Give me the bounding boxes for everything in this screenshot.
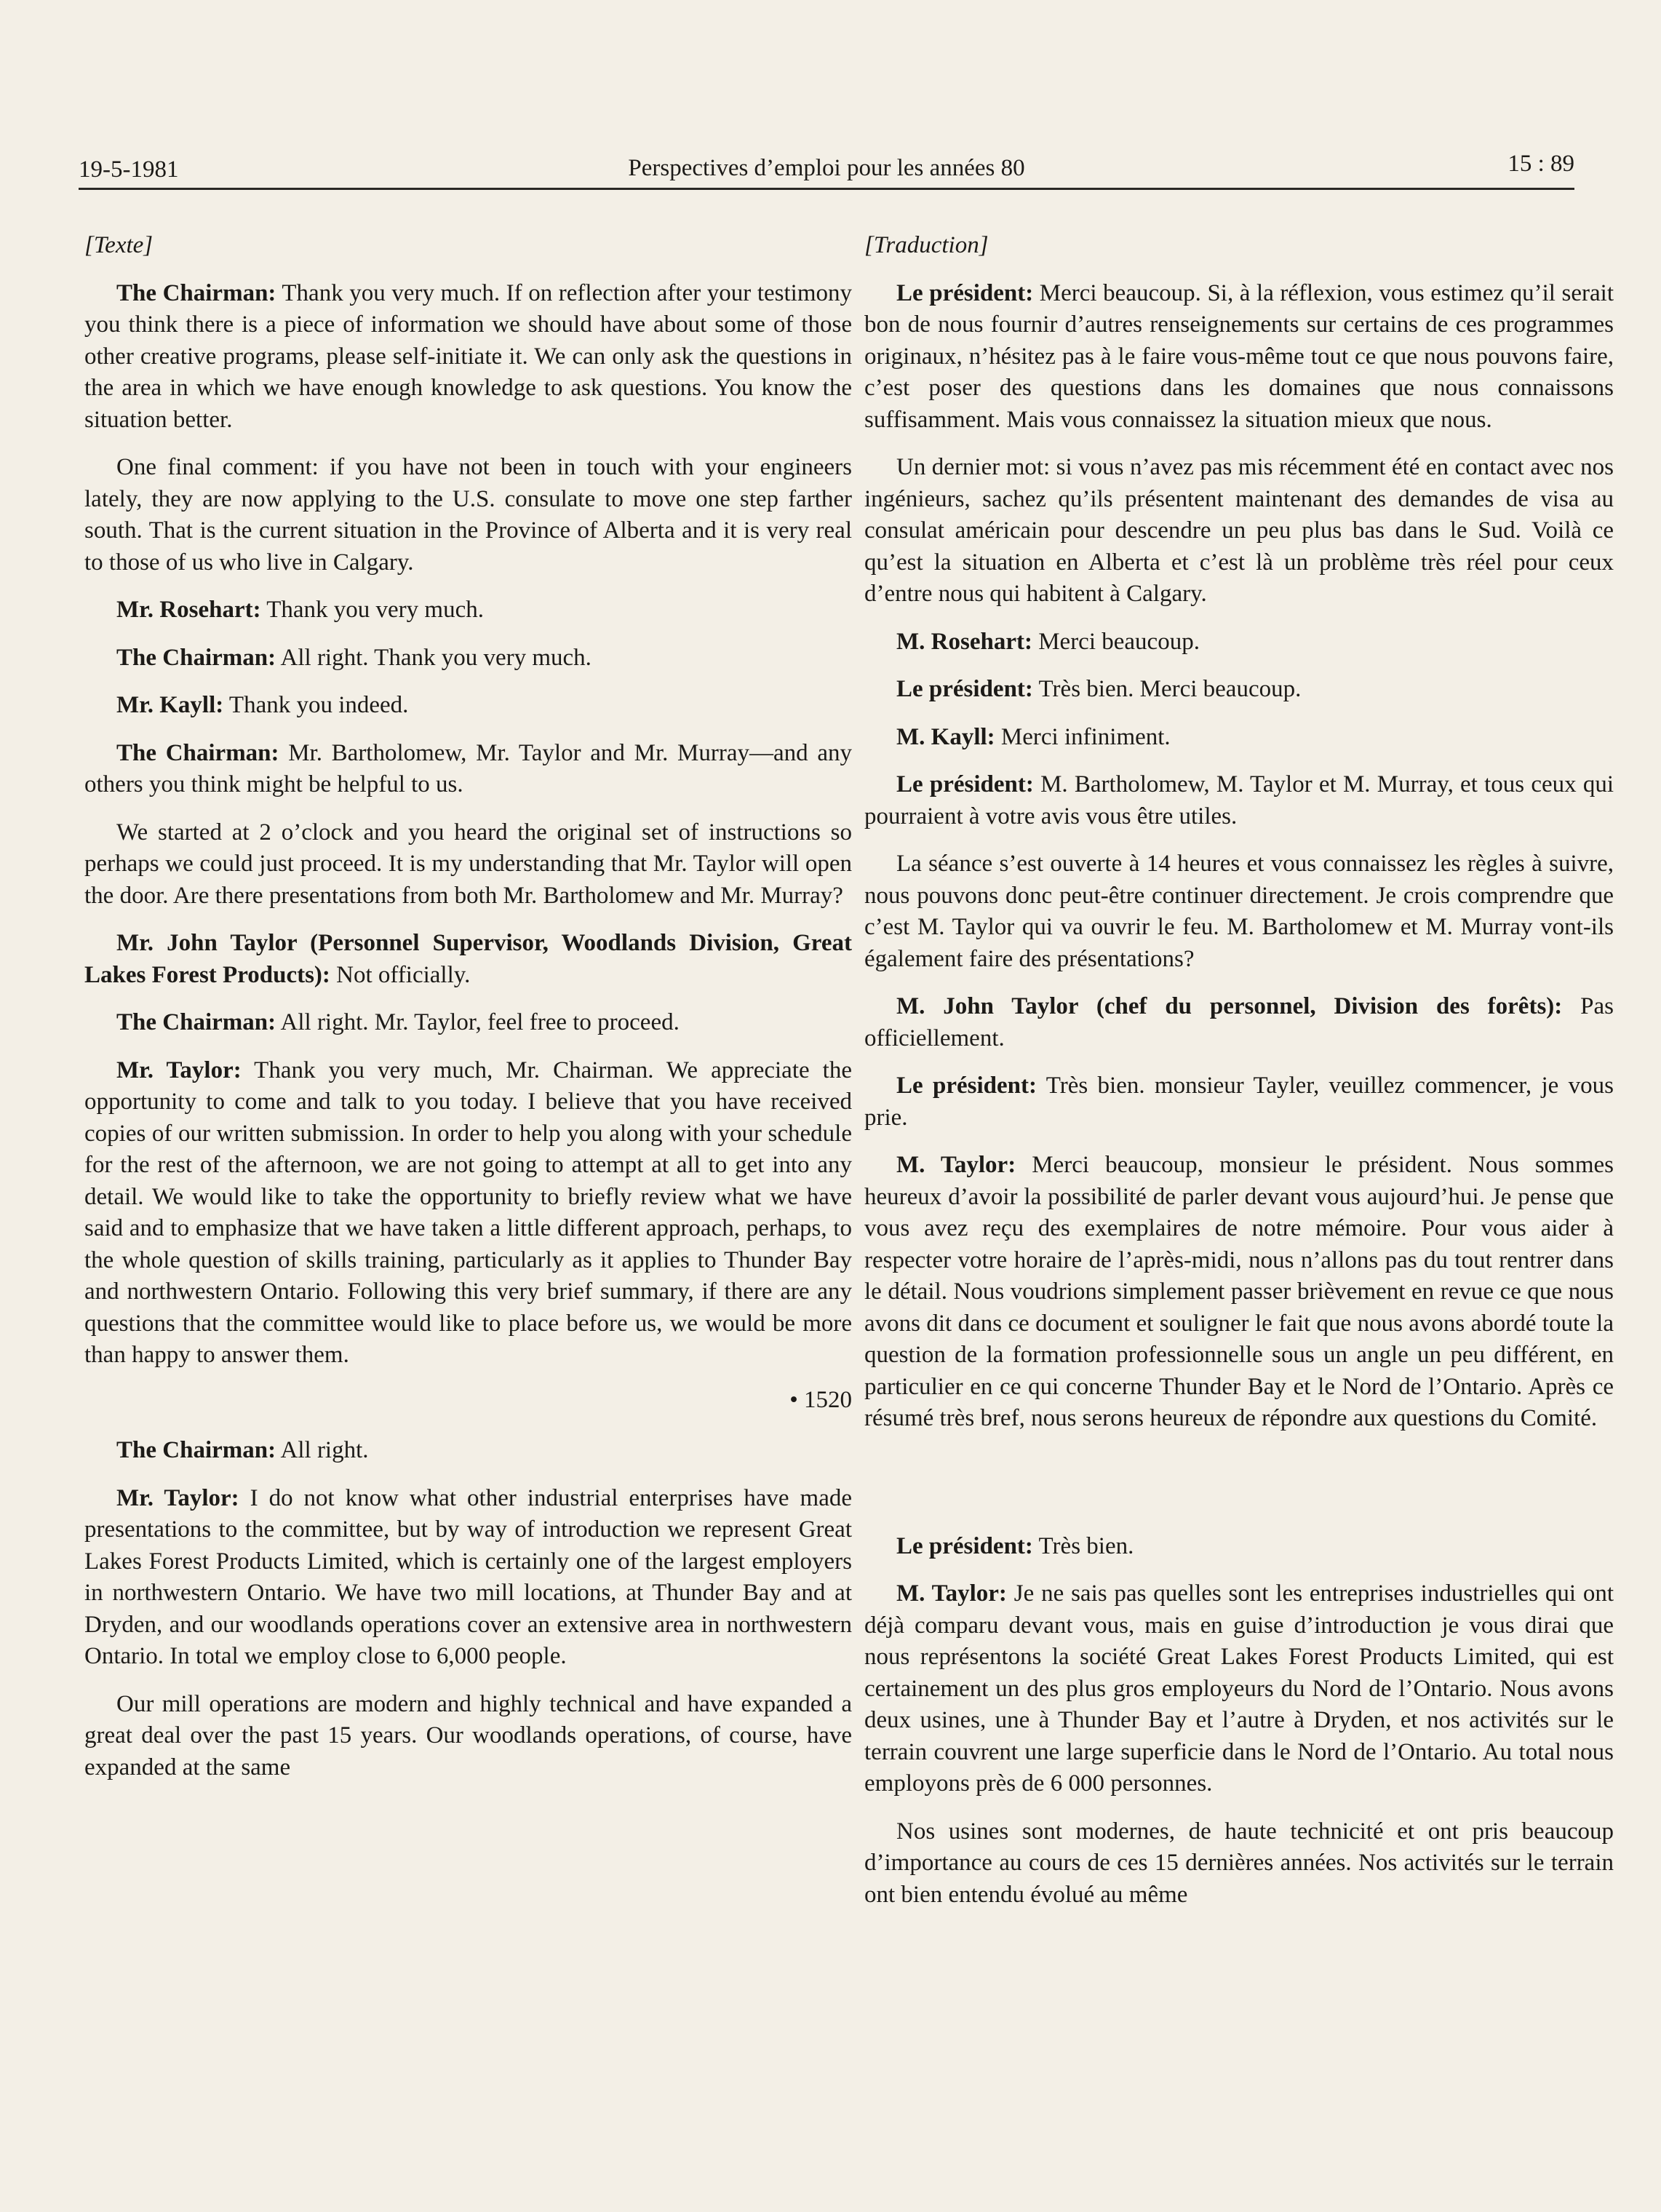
speaker-name: Le président: [896, 676, 1033, 702]
paragraph-text: Thank you very much. [260, 597, 484, 623]
paragraph-text: Merci beaucoup, monsieur le président. Nous sommes heureux d’avoir la possibilité de parler devant vous aujourd’hui. Je pense que vous avez reçu des exemplaires de notre mémoire. Pour vous aider à respecter votre horaire de l’après-midi, nous n’allons pas du tout rentrer dans le détail. Nous voudrions simplement passer brièvement en revue ce que nous avons dit dans ce document et souligner le fait que nous avons abordé toute la question de la formation professionnelle sous un angle un peu différent, en particulier en ce qui concerne Thunder Bay et le Nord de l’Ontario. Après ce résumé très bref, nous serons heureux de répondre aux questions du Comité. [864, 1152, 1614, 1431]
header-date: 19-5-1981 [79, 156, 179, 183]
paragraph [84, 1435, 852, 1467]
speaker-name: Le président: [896, 1073, 1037, 1099]
paragraph [84, 1689, 852, 1784]
speaker-name: M. Kayll: [896, 723, 995, 750]
paragraph-text: Très bien. Merci beaucoup. [1032, 676, 1302, 702]
paragraph [864, 1531, 1614, 1563]
paragraph [864, 1070, 1614, 1134]
speaker-name: M. Rosehart: [896, 628, 1032, 655]
paragraph-text: All right. Mr. Taylor, feel free to proceed. [276, 1009, 680, 1035]
paragraph-text: Un dernier mot: si vous n’avez pas mis récemment été en contact avec nos ingénieurs, sachez qu’ils présentent maintenant des demandes de visa au consulat américain pour descendre un peu plus bas dans le Sud. Voilà ce qu’est la situation en Alberta et c’est là un problème très réel pour ceux d’entre nous qui habitent à Calgary. [864, 454, 1614, 607]
speaker-name: The Chairman: [116, 1009, 276, 1035]
paragraph-text: Très bien. monsieur Tayler, veuillez commencer, je vous prie. [864, 1073, 1614, 1131]
french-paragraphs-b [864, 1531, 1614, 1911]
paragraph-text: Merci infiniment. [995, 723, 1171, 750]
speaker-name: The Chairman: [116, 279, 276, 306]
paragraph [84, 1055, 852, 1372]
paragraph [84, 1007, 852, 1039]
paragraph [864, 674, 1614, 706]
speaker-name: The Chairman: [116, 739, 279, 766]
speaker-name: Mr. John Taylor (Personnel Supervisor, Woodlands Division, Great Lakes Forest Products): [84, 930, 852, 988]
header-page-number: 15 : 89 [1507, 151, 1574, 177]
paragraph-text: We started at 2 o’clock and you heard the original set of instructions so perhaps we could just proceed. It is my understanding that Mr. Taylor will open the door. Are there presentations from both Mr. Bartholomew and Mr. Murray? [84, 819, 852, 909]
time-marker: • 1520 [789, 1386, 852, 1413]
paragraph-text: Our mill operations are modern and highly technical and have expanded a great deal over the past 15 years. Our woodlands operations, of course, have expanded at the same [84, 1690, 852, 1781]
paragraph-text: Thank you indeed. [223, 692, 409, 718]
paragraph [864, 278, 1614, 437]
paragraph [864, 769, 1614, 832]
paragraph [84, 594, 852, 626]
paragraph [84, 690, 852, 722]
french-paragraphs-a [864, 278, 1614, 1435]
page-header [79, 143, 1574, 190]
paragraph-text: Thank you very much, Mr. Chairman. We appreciate the opportunity to come and talk to you today. I believe that you have received copies of our written submission. In order to help you along with your schedule for the rest of the afternoon, we are not going to attempt at all to get into any detail. We would like to take the opportunity to briefly review what we have said and to emphasize that we have taken a little different approach, perhaps, to the whole question of skills training, particularly as it applies to Thunder Bay and northwestern Ontario. Following this very brief summary, if there are any questions that the committee would like to place before us, we would be more than happy to answer them. [84, 1057, 852, 1368]
language-marker: [Texte] [84, 232, 154, 258]
paragraph [84, 278, 852, 437]
english-paragraphs-a [84, 278, 852, 1372]
english-column [84, 230, 852, 1783]
speaker-name: Mr. Taylor: [116, 1057, 242, 1083]
paragraph-text: I do not know what other industrial enterprises have made presentations to the committee, but by way of introduction we represent Great Lakes Forest Products Limited, which is certainly one of the largest employers in northwestern Ontario. We have two mill locations, at Thunder Bay and at Dryden, and our woodlands operations cover an extensive area in northwestern Ontario. In total we employ close to 6,000 people. [84, 1484, 852, 1669]
speaker-name: Le président: [896, 771, 1034, 797]
paragraph-text: Mr. Bartholomew, Mr. Taylor and Mr. Murray—and any others you think might be helpful to us. [84, 739, 852, 797]
english-paragraphs-b [84, 1435, 852, 1783]
paragraph [864, 1578, 1614, 1800]
column-spacer [864, 1435, 1614, 1515]
paragraph-text: Je ne sais pas quelles sont les entreprises industrielles qui ont déjà comparu devant vous, mais en guise d’introduction je vous dirai que nous représentons la société Great Lakes Forest Products Limited, qui est certainement un des plus gros employeurs du Nord de l’Ontario. Nous avons deux usines, une à Thunder Bay et l’autre à Dryden, et nos activités sur le terrain couvrent une large superficie dans le Nord de l’Ontario. Au total nous employons près de 6 000 personnes. [864, 1580, 1614, 1797]
paragraph [84, 738, 852, 801]
paragraph [84, 642, 852, 675]
speaker-name: M. Taylor: [896, 1152, 1016, 1178]
speaker-name: Le président: [896, 1532, 1033, 1559]
paragraph [864, 991, 1614, 1054]
paragraph [84, 928, 852, 991]
paragraph [84, 1483, 852, 1673]
paragraph [864, 626, 1614, 659]
header-title: Perspectives d’emploi pour les années 80 [628, 155, 1025, 181]
paragraph [864, 1150, 1614, 1435]
paragraph [864, 848, 1614, 975]
paragraph-text: One final comment: if you have not been in touch with your engineers lately, they are now applying to the U.S. consulate to move one step farther south. That is the current situation in the Province of Alberta and it is very real to those of us who live in Calgary. [84, 454, 852, 576]
language-marker: [Traduction] [864, 232, 989, 258]
speaker-name: Mr. Kayll: [116, 692, 224, 718]
paragraph [864, 1816, 1614, 1911]
speaker-name: The Chairman: [116, 644, 276, 671]
paragraph-text: All right. [276, 1437, 369, 1463]
paragraph-text: Thank you very much. If on reflection after your testimony you think there is a piece of information we should have about some of those other creative programs, please self-initiate it. We can only ask the questions in the area in which we have enough knowledge to ask questions. You know the situation better. [84, 279, 852, 433]
speaker-name: Le président: [896, 279, 1034, 306]
paragraph [84, 452, 852, 578]
paragraph-text: Très bien. [1032, 1532, 1134, 1559]
speaker-name: Mr. Rosehart: [116, 597, 261, 623]
paragraph-text: Pas officiellement. [864, 993, 1614, 1051]
paragraph [864, 722, 1614, 754]
paragraph-text: Nos usines sont modernes, de haute technicité et ont pris beaucoup d’importance au cours de ces 15 dernières années. Nos activités sur le terrain ont bien entendu évolué au même [864, 1818, 1614, 1908]
paragraph-text: All right. Thank you very much. [276, 644, 591, 671]
paragraph-text: La séance s’est ouverte à 14 heures et vous connaissez les règles à suivre, nous pouvons donc peut-être continuer directement. Je crois comprendre que c’est M. Taylor qui va ouvrir le feu. M. Bartholomew et M. Murray vont-ils également faire des présentations? [864, 851, 1614, 972]
paragraph-text: Not officially. [330, 961, 471, 988]
speaker-name: M. Taylor: [896, 1580, 1007, 1607]
speaker-name: M. John Taylor (chef du personnel, Division des forêts): [896, 993, 1563, 1019]
speaker-name: Mr. Taylor: [116, 1484, 239, 1511]
paragraph-text: M. Bartholomew, M. Taylor et M. Murray, et tous ceux qui pourraient à votre avis vous être utiles. [864, 771, 1614, 830]
paragraph-text: Merci beaucoup. [1032, 628, 1200, 655]
paragraph [84, 817, 852, 912]
speaker-name: The Chairman: [116, 1437, 276, 1463]
french-column [864, 230, 1614, 1911]
paragraph-text: Merci beaucoup. Si, à la réflexion, vous estimez qu’il serait bon de nous fournir d’autres renseignements sur certains de ces programmes originaux, n’hésitez pas à le faire vous-même tout ce que nous pouvons faire, c’est poser des questions dans les domaines que nous connaissons suffisamment. Mais vous connaissez la situation mieux que nous. [864, 279, 1614, 433]
paragraph [864, 452, 1614, 610]
